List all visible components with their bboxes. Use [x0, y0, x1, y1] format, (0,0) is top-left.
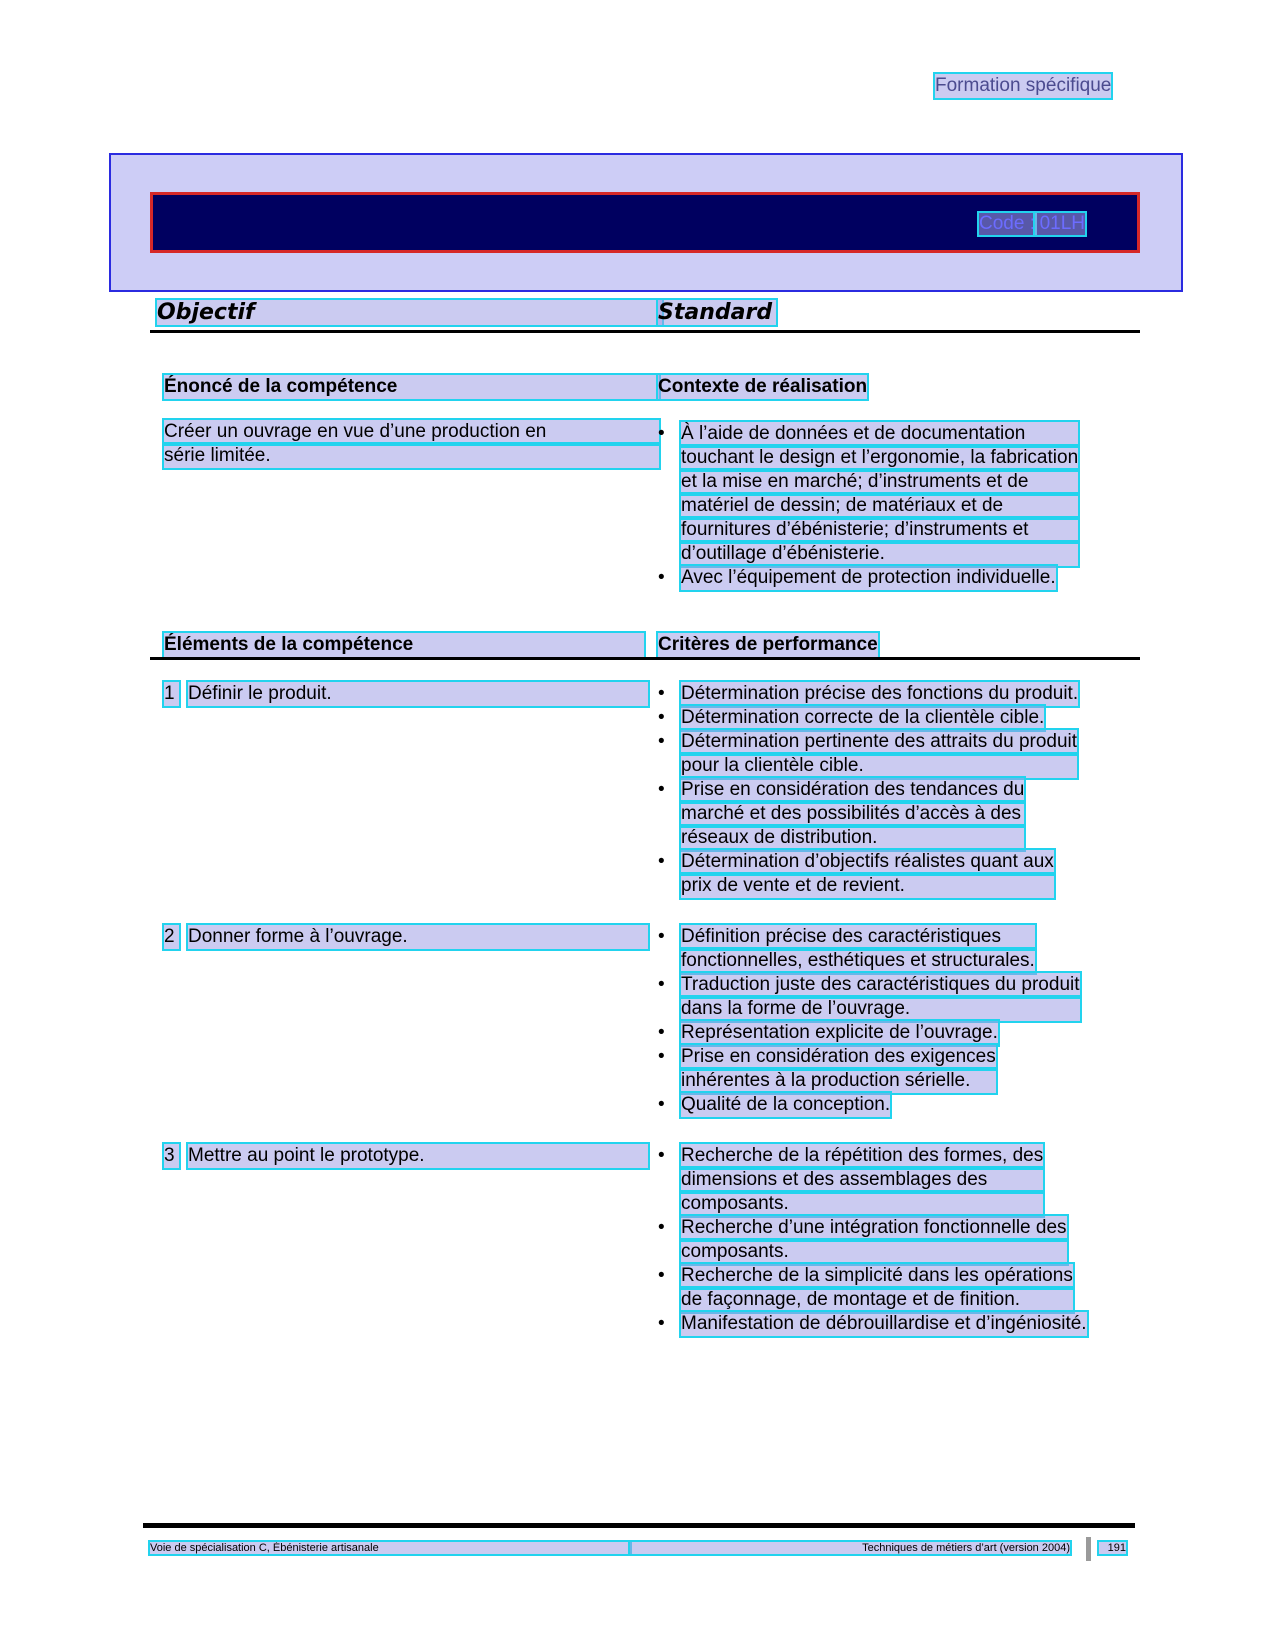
context-heading: Contexte de réalisation	[658, 376, 868, 397]
bullet-item	[681, 730, 1077, 778]
bullet-line: Représentation explicite de l’ouvrage.	[681, 1022, 998, 1043]
statement-line: série limitée.	[164, 444, 659, 468]
bullet-icon: •	[658, 423, 665, 444]
bullet-icon: •	[658, 707, 665, 728]
bullet-icon: •	[658, 1217, 665, 1238]
bullet-line: fonctionnelles, esthétiques et structurales.	[681, 950, 1035, 971]
bullet-line: Prise en considération des tendances du	[681, 779, 1025, 800]
bullet-item	[681, 1021, 998, 1045]
footer-rule	[143, 1523, 1135, 1528]
bullet-line: prix de vente et de revient.	[681, 874, 1054, 898]
bullet-icon: •	[658, 567, 665, 588]
section-label: Formation spécifique	[935, 75, 1112, 96]
statement-heading: Énoncé de la compétence	[164, 375, 659, 399]
bullet-item	[681, 850, 1054, 898]
bullet-line: composants.	[681, 1192, 1043, 1216]
bullet-icon: •	[658, 926, 665, 947]
elements-rule	[150, 657, 1140, 660]
bullet-item	[681, 778, 1024, 850]
elements-heading: Éléments de la compétence	[164, 633, 644, 657]
bullet-line: fournitures d’ébénisterie; d’instruments et	[681, 518, 1078, 542]
footer-left: Voie de spécialisation C, Ébénisterie artisanale	[150, 1542, 630, 1554]
element-number: 3	[164, 1144, 179, 1168]
bullet-line: Recherche d’une intégration fonctionnelle des	[681, 1217, 1067, 1238]
bullet-line: Traduction juste des caractéristiques du produit	[681, 974, 1080, 995]
bullet-item	[681, 1312, 1087, 1336]
bullet-line: Définition précise des caractéristiques	[681, 925, 1035, 949]
bullet-icon: •	[658, 1046, 665, 1067]
bullet-icon: •	[658, 731, 665, 752]
objective-heading: Objectif	[157, 300, 662, 325]
bullet-icon: •	[658, 1265, 665, 1286]
bullet-line: matériel de dessin; de matériaux et de	[681, 494, 1078, 518]
element-number: 2	[164, 925, 179, 949]
bullet-icon: •	[658, 1145, 665, 1166]
bullet-line: Détermination pertinente des attraits du produit	[681, 731, 1078, 752]
code-label: Code :	[979, 213, 1035, 234]
bullet-line: Qualité de la conception.	[681, 1094, 891, 1115]
bullet-item	[681, 925, 1035, 973]
element-label: Donner forme à l’ouvrage.	[188, 925, 648, 949]
element-number: 1	[164, 682, 179, 706]
bullet-item	[681, 1144, 1043, 1216]
element-label: Mettre au point le prototype.	[188, 1144, 648, 1168]
bullet-line: Avec l’équipement de protection individuelle.	[681, 567, 1056, 588]
bullet-icon: •	[658, 1022, 665, 1043]
statement-text	[164, 420, 659, 468]
bullet-line: Recherche de la répétition des formes, des	[681, 1145, 1044, 1166]
criteria-heading: Critères de performance	[658, 634, 878, 655]
bullet-line: Recherche de la simplicité dans les opérations	[681, 1265, 1073, 1286]
bullet-icon: •	[658, 851, 665, 872]
bullet-item	[681, 1045, 996, 1093]
code-value: 01LH	[1035, 213, 1085, 235]
bullet-line: inhérentes à la production sérielle.	[681, 1069, 996, 1093]
footer-separator	[1086, 1537, 1091, 1561]
bullet-icon: •	[658, 683, 665, 704]
bullet-line: À l’aide de données et de documentation	[681, 422, 1078, 446]
bullet-line: de façonnage, de montage et de finition.	[681, 1288, 1073, 1312]
footer-right: Techniques de métiers d’art (version 2004)	[630, 1542, 1070, 1554]
bullet-item	[681, 1216, 1067, 1264]
element-label: Définir le produit.	[188, 682, 648, 706]
header-rule	[150, 330, 1140, 333]
page-number: 191	[1099, 1542, 1126, 1554]
bullet-item	[681, 1093, 890, 1117]
standard-heading: Standard	[658, 300, 776, 325]
bullet-icon: •	[658, 974, 665, 995]
bullet-line: réseaux de distribution.	[681, 826, 1024, 850]
bullet-item	[681, 706, 1044, 730]
statement-line: Créer un ouvrage en vue d’une production en	[164, 420, 659, 444]
bullet-line: d’outillage d’ébénisterie.	[681, 542, 1078, 566]
bullet-item	[681, 682, 1078, 706]
bullet-line: Manifestation de débrouillardise et d’ingéniosité.	[681, 1313, 1087, 1334]
bullet-line: Détermination précise des fonctions du produit.	[681, 683, 1079, 704]
bullet-item	[681, 973, 1080, 1021]
bullet-icon: •	[658, 779, 665, 800]
bullet-icon: •	[658, 1313, 665, 1334]
bullet-line: Prise en considération des exigences	[681, 1046, 996, 1067]
bullet-icon: •	[658, 1094, 665, 1115]
bullet-item	[681, 422, 1078, 566]
bullet-line: et la mise en marché; d’instruments et de	[681, 470, 1078, 494]
bullet-line: dans la forme de l’ouvrage.	[681, 997, 1080, 1021]
bullet-line: marché et des possibilités d’accès à des	[681, 802, 1024, 826]
bullet-line: dimensions et des assemblages des	[681, 1168, 1043, 1192]
bullet-line: Détermination correcte de la clientèle cible.	[681, 707, 1045, 728]
bullet-line: touchant le design et l’ergonomie, la fabrication	[681, 447, 1079, 468]
bullet-item	[681, 566, 1056, 590]
bullet-item	[681, 1264, 1073, 1312]
bullet-line: composants.	[681, 1240, 1067, 1264]
bullet-line: pour la clientèle cible.	[681, 754, 1077, 778]
bullet-line: Détermination d’objectifs réalistes quant aux	[681, 851, 1054, 872]
